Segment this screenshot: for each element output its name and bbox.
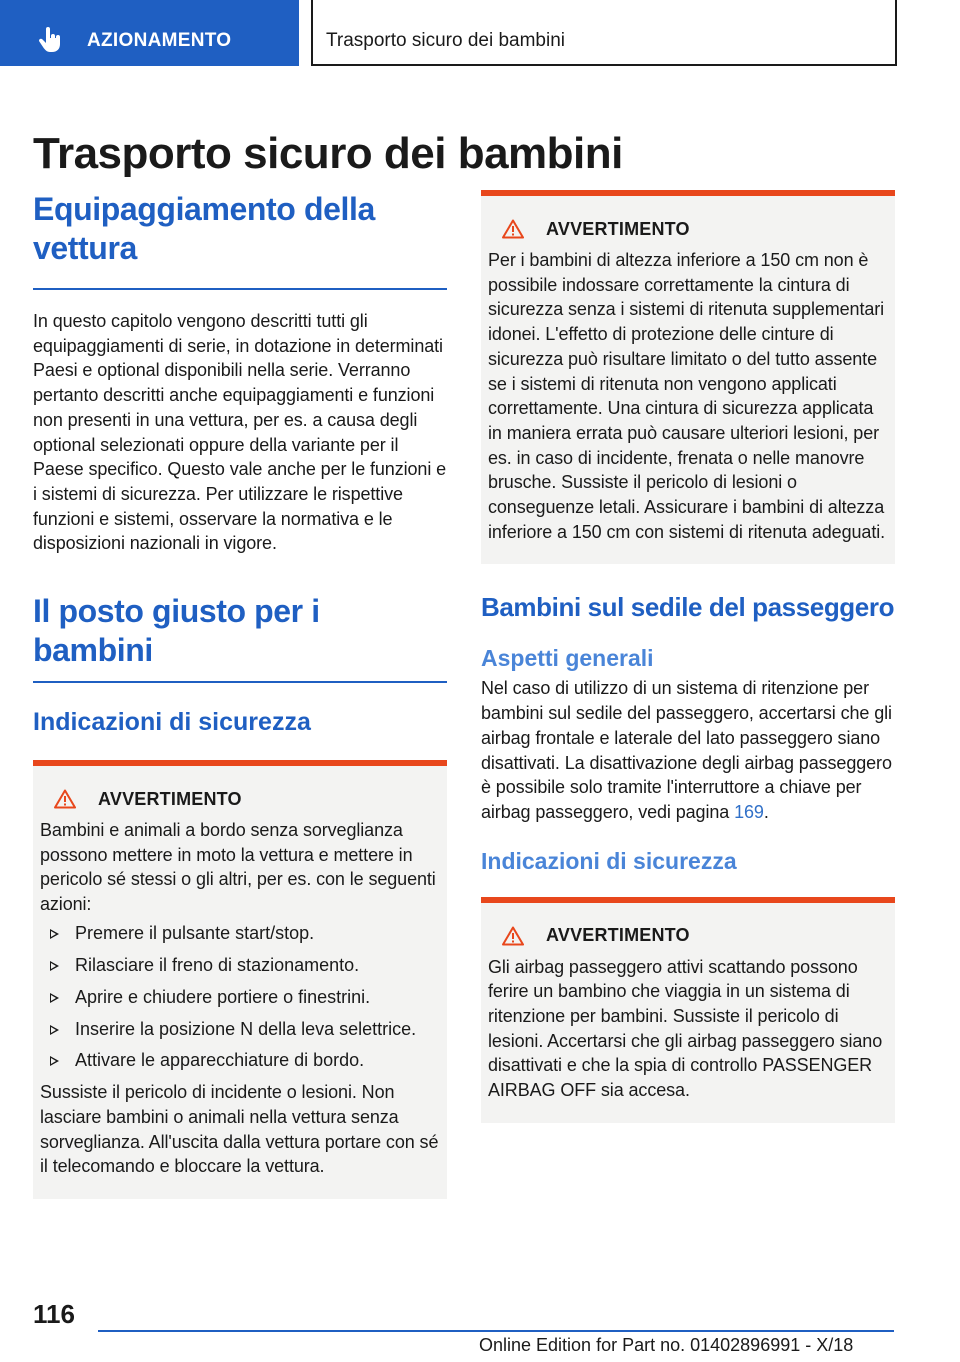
warning-text: Per i bambini di altezza inferiore a 150 cm non è possibile indossare correttamente la cintura di sicurezza senza i sistemi di ritenuta supplementari idonei. L'effetto di protezione delle cinture di sicurezza può risultare limitato o del tutto assente se i sistemi di ritenuta non vengono applicati correttamente. Una cintura di sicurezza applicata in maniera errata può causare ulteriori lesioni, per es. in caso di incidente, frenata o nelle manovre brusche. Sussiste il pericolo di lesioni o conseguenze letali. Assicurare i bambini di altezza inferiore a 150 cm con sistemi di ritenuta adeguati. — [488, 250, 886, 542]
list-item: Inserire la posizione N della leva selettrice. — [40, 1017, 440, 1042]
heading-rule — [33, 288, 447, 290]
warning-triangle-icon — [502, 219, 524, 239]
footer-rule — [98, 1330, 894, 1332]
subheading-aspetti-generali: Aspetti generali — [481, 645, 654, 672]
warning-title: AVVERTIMENTO — [488, 923, 888, 949]
heading-rule — [33, 681, 447, 683]
page-number: 116 — [33, 1299, 75, 1329]
page-reference-link[interactable]: 169 — [734, 801, 764, 822]
bullet-triangle-icon — [50, 1025, 59, 1035]
list-item: Attivare le apparecchiature di bordo. — [40, 1048, 440, 1073]
heading-equipaggiamento: Equipaggiamento della vettura — [33, 191, 375, 266]
list-item: Premere il pulsante start/stop. — [40, 921, 440, 946]
warning-box — [481, 897, 895, 1123]
section-tab — [0, 0, 299, 66]
bullet-triangle-icon — [50, 1056, 59, 1066]
right-column — [481, 190, 895, 1123]
list-item: Aprire e chiudere portiere o finestrini. — [40, 985, 440, 1010]
warning-triangle-icon — [54, 789, 76, 809]
warning-text: Gli airbag passeggero attivi scattando possono ferire un bambino che viaggia in un sistema di ritenzione per bambini. Sussiste il pericolo di lesioni. Accertarsi che gli airbag passeggero siano disattivati e che la spia di controllo PASSENGER AIRBAG OFF sia accesa. — [488, 956, 883, 1101]
hand-pointer-icon — [36, 26, 64, 54]
warning-box — [481, 190, 895, 564]
warning-title: AVVERTIMENTO — [40, 786, 440, 812]
warning-box — [33, 760, 447, 1199]
bullet-triangle-icon — [50, 961, 59, 971]
list-item: Rilasciare il freno di stazionamento. — [40, 953, 440, 978]
heading-posto-giusto: Il posto giusto per i bambini — [33, 593, 320, 669]
warning-intro: Bambini e animali a bordo senza sorveglianza possono mettere in moto la vettura e mettere in pericolo sé stessi o gli altri, per es. con le seguenti azioni: — [40, 820, 436, 915]
aspetti-text: Nel caso di utilizzo di un sistema di ritenzione per bambini sul sedile del passeggero, accertarsi che gli airbag frontale e laterale del lato passeggero siano disattivati. La disattivazione degli airbag passeggero è possibile solo tramite l'interruttore a chiave per airbag passeggero, vedi pagina 169. — [481, 678, 892, 822]
warning-triangle-icon — [502, 926, 524, 946]
header-title: Trasporto sicuro dei bambini — [326, 30, 566, 51]
subheading-sicurezza: Indicazioni di sicurezza — [33, 708, 311, 737]
footer-edition: Online Edition for Part no. 01402896991 - X/18 — [479, 1335, 854, 1355]
warning-outro: Sussiste il pericolo di incidente o lesioni. Non lasciare bambini o animali nella vettura senza sorveglianza. All'uscita dalla vettura portare con sé il telecomando e bloccare la vettura. — [40, 1082, 439, 1177]
warning-title: AVVERTIMENTO — [488, 216, 888, 242]
equipaggiamento-text: In questo capitolo vengono descritti tutti gli equipaggiamenti di serie, in dotazione in determinati Paesi e optional disponibili nella serie. Verranno pertanto descritti anche equipaggiamenti e funzioni non presenti in una vettura, per es. a causa degli optional selezionati oppure della variante per il Paese specifico. Questo vale anche per le funzioni e i sistemi di sicurezza. Per utilizzare le rispettive funzioni e sistemi, osservare la normativa e le disposizioni nazionali in vigore. — [33, 311, 447, 554]
subheading-sicurezza: Indicazioni di sicurezza — [481, 847, 737, 874]
bullet-triangle-icon — [50, 993, 59, 1003]
section-label: AZIONAMENTO — [87, 30, 232, 51]
bullet-triangle-icon — [50, 929, 59, 939]
left-column — [33, 190, 447, 1199]
warning-list — [40, 921, 440, 1073]
page-title: Trasporto sicuro dei bambini — [33, 129, 623, 179]
heading-sedile-passeggero: Bambini sul sedile del passeggero — [481, 592, 895, 623]
